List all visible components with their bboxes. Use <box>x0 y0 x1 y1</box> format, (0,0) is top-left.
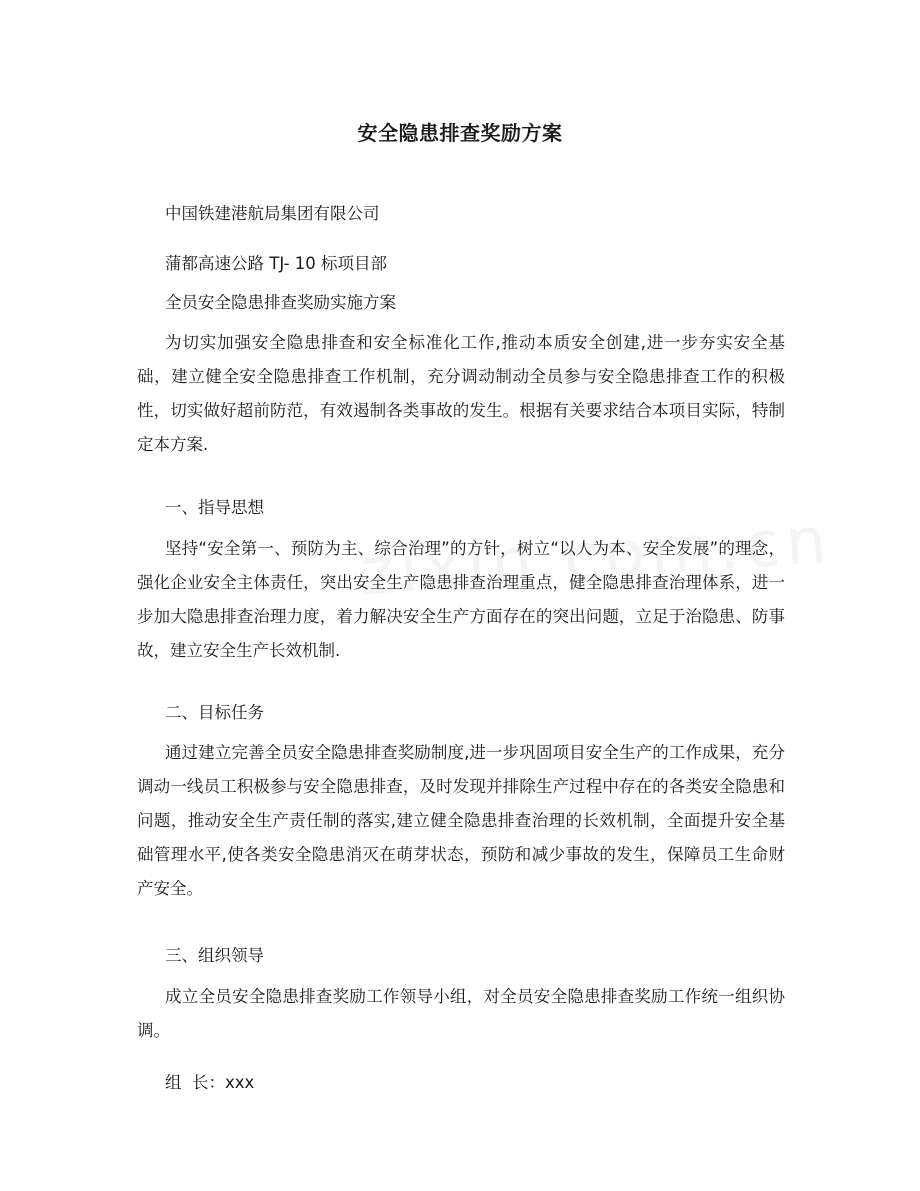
section2-heading: 二、目标任务 <box>165 703 264 722</box>
company-name: 中国铁建港航局集团有限公司 <box>165 204 380 223</box>
leader-line: 组 长：xxx <box>165 1073 255 1092</box>
project-name: 蒲都高速公路 TJ- 10 标项目部 <box>165 254 388 273</box>
section1-heading: 一、指导思想 <box>165 498 264 517</box>
section3-paragraph: 成立全员安全隐患排查奖励工作领导小组，对全员安全隐患排查奖励工作统一组织协调。 <box>137 987 785 1040</box>
section1-paragraph: 坚持“安全第一、预防为主、综合治理”的方针，树立“以人为本、安全发展”的理念，强化企业安全主体责任，突出安全生产隐患排查治理重点，健全隐患排查治理体系，进一步加大隐患排查治理力度，着力解决安全生产方面存在的突出问题，立足于治隐患、防事故，建立安全生产长效机制. <box>137 539 785 660</box>
intro-paragraph: 为切实加强安全隐患排查和安全标准化工作,推动本质安全创建,进一步夯实安全基础，建立健全安全隐患排查工作机制，充分调动制动全员参与安全隐患排查工作的积极性，切实做好超前防范，有效遏制各类事故的发生。根据有关要求结合本项目实际，特制定本方案. <box>137 333 785 454</box>
section3-heading: 三、组织领导 <box>165 946 264 965</box>
section2-paragraph: 通过建立完善全员安全隐患排查奖励制度,进一步巩固项目安全生产的工作成果，充分调动一线员工积极参与安全隐患排查，及时发现并排除生产过程中存在的各类安全隐患和问题，推动安全生产责任制的落实,建立健全隐患排查治理的长效机制，全面提升安全基础管理水平,使各类安全隐患消灭在萌芽状态，预防和减少事故的发生，保障员工生命财产安全。 <box>137 743 785 898</box>
plan-subtitle: 全员安全隐患排查奖励实施方案 <box>165 293 396 312</box>
document-title: 安全隐患排查奖励方案 <box>357 121 563 145</box>
